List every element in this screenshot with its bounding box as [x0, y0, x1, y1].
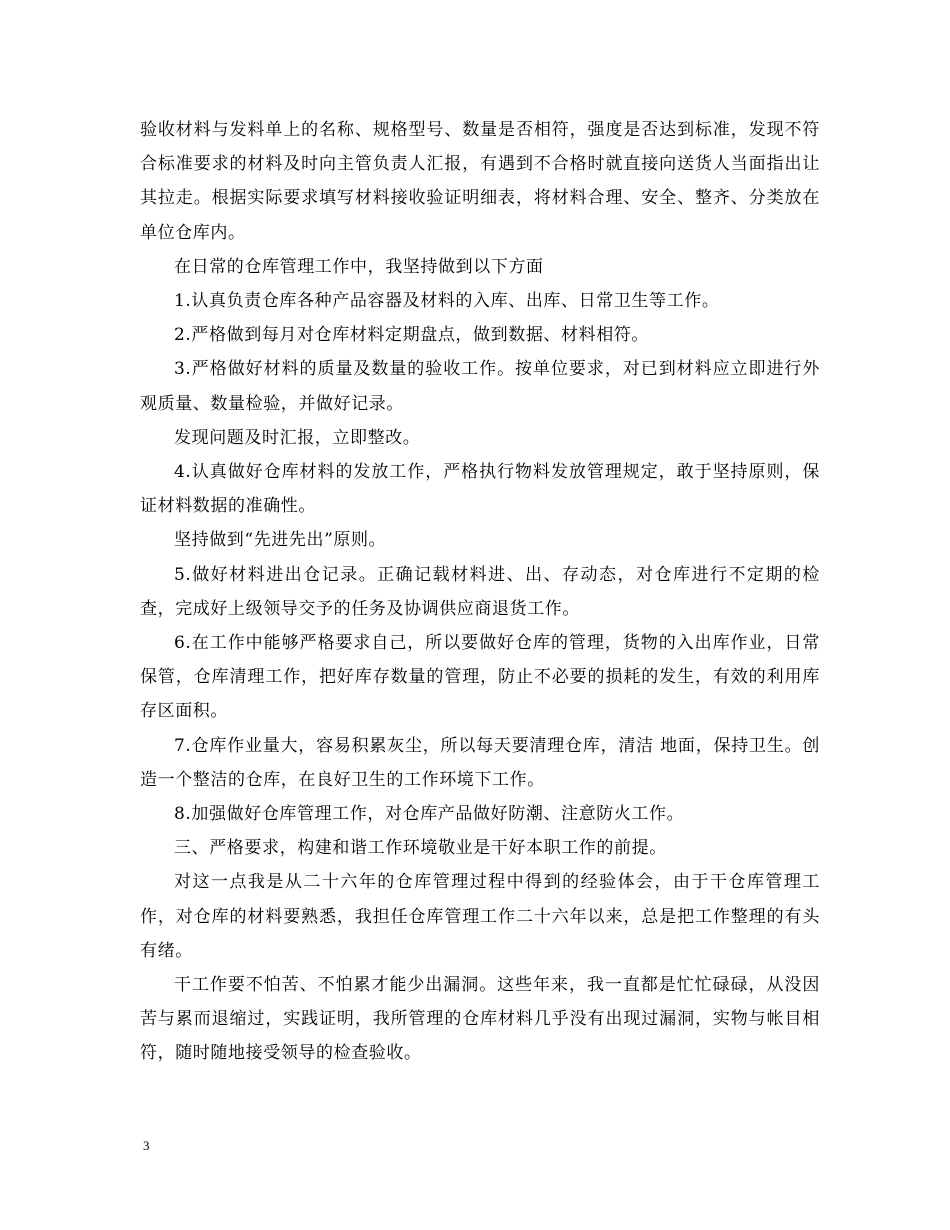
list-item: 7.仓库作业量大，容易积累灰尘，所以每天要清理仓库，清洁 地面，保持卫生。创造一个整洁的仓库，在良好卫生的工作环境下工作。: [140, 735, 820, 790]
list-item: 4.认真做好仓库材料的发放工作，严格执行物料发放管理规定，敢于坚持原则，保证材料数据的准确性。: [140, 462, 820, 517]
list-item: 5.做好材料进出仓记录。正确记载材料进、出、存动态，对仓库进行不定期的检查，完成好上级领导交予的任务及协调供应商退货工作。: [140, 564, 820, 619]
paragraph: 对这一点我是从二十六年的仓库管理过程中得到的经验体会，由于干仓库管理工作，对仓库的材料要熟悉，我担任仓库管理工作二十六年以来，总是把工作整理的有头有绪。: [140, 872, 820, 961]
list-item: 1.认真负责仓库各种产品容器及材料的入库、出库、日常卫生等工作。: [174, 291, 720, 312]
section-heading: 三、严格要求，构建和谐工作环境敬业是干好本职工作的前提。: [174, 838, 667, 859]
page-number: 3: [143, 1138, 150, 1153]
list-item: 6.在工作中能够严格要求自己，所以要做好仓库的管理，货物的入出库作业，日常保管，仓库清理工作，把好库存数量的管理，防止不必要的损耗的发生，有效的利用库存区面积。: [140, 633, 820, 722]
paragraph: 在日常的仓库管理工作中，我坚持做到以下方面: [174, 256, 544, 277]
paragraph: 坚持做到“先进先出”原则。: [174, 530, 387, 551]
list-item: 3.严格做好材料的质量及数量的验收工作。按单位要求，对已到材料应立即进行外观质量、数量检验，并做好记录。: [140, 359, 820, 414]
paragraph: 发现问题及时汇报，立即整改。: [174, 427, 421, 448]
list-item: 2.严格做到每月对仓库材料定期盘点，做到数据、材料相符。: [174, 325, 650, 346]
document-body: [140, 113, 820, 1071]
paragraph: 干工作要不怕苦、不怕累才能少出漏洞。这些年来，我一直都是忙忙碌碌，从没因苦与累而退缩过，实践证明，我所管理的仓库材料几乎没有出现过漏洞，实物与帐目相符，随时随地接受领导的检查验收。: [140, 975, 820, 1064]
list-item: 8.加强做好仓库管理工作，对仓库产品做好防潮、注意防火工作。: [174, 804, 685, 825]
paragraph-continuation: 验收材料与发料单上的名称、规格型号、数量是否相符，强度是否达到标准，发现不符合标准要求的材料及时向主管负责人汇报，有遇到不合格时就直接向送货人当面指出让其拉走。根据实际要求填写材料接收验证明细表，将材料合理、安全、整齐、分类放在单位仓库内。: [140, 120, 820, 243]
